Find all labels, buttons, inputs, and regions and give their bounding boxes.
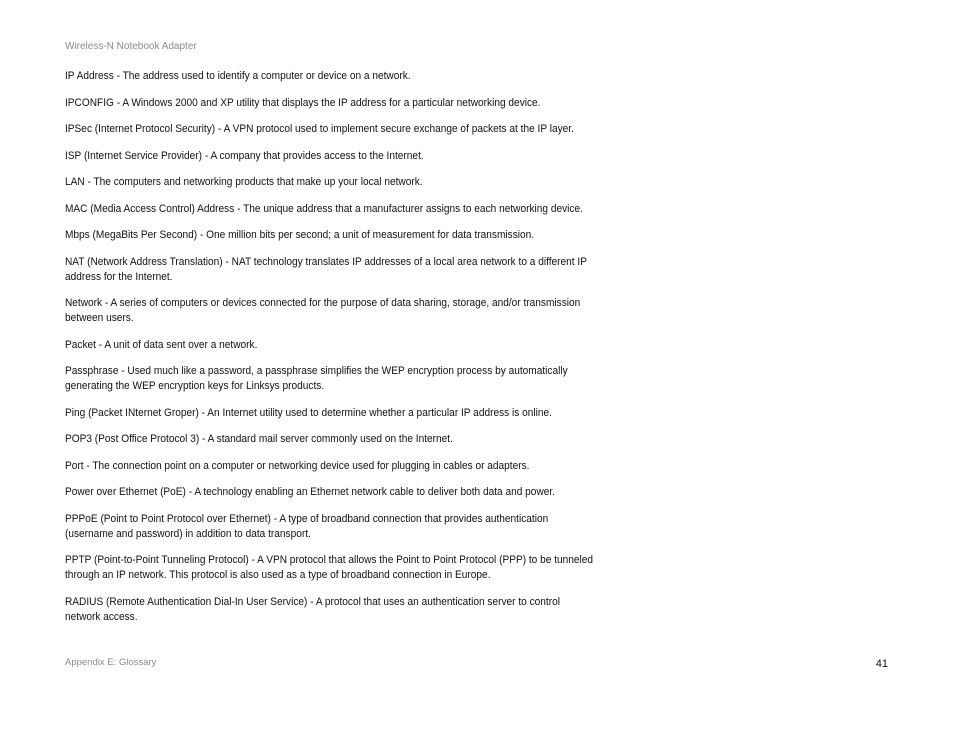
glossary-entry-ping: Ping (Packet INternet Groper) - An Internet utility used to determine whether a particular IP address is online. [65, 406, 552, 419]
glossary-entry-lan: LAN - The computers and networking products that make up your local network. [65, 176, 423, 188]
glossary-entry-pop3: POP3 (Post Office Protocol 3) - A standard mail server commonly used on the Internet. [65, 433, 453, 445]
glossary-entry-pppoe: PPPoE (Point to Point Protocol over Ethernet) - A type of broadband connection that provides authentication (username and password) in addition to data transport. [65, 512, 549, 540]
glossary-entry-isp: ISP (Internet Service Provider) - A company that provides access to the Internet. [65, 149, 424, 162]
glossary-entry-nat: NAT (Network Address Translation) - NAT technology translates IP addresses of a local area network to a different IP address for the Internet. [65, 255, 587, 283]
glossary-entry-mbps: Mbps (MegaBits Per Second) - One million bits per second; a unit of measurement for data transmission. [65, 229, 535, 241]
glossary-entry-port: Port - The connection point on a computer or networking device used for plugging in cables or adapters. [65, 459, 530, 472]
glossary-entry-radius: RADIUS (Remote Authentication Dial-In User Service) - A protocol that uses an authentication server to control network access. [65, 595, 561, 623]
page-number: 41 [875, 658, 888, 670]
glossary-entry-packet: Packet - A unit of data sent over a network. [65, 338, 258, 351]
glossary-entry-passphrase: Passphrase - Used much like a password, a passphrase simplifies the WEP encryption process by automatically generating the WEP encryption keys for Linksys products. [65, 365, 568, 392]
footer-section-title: Appendix E: Glossary [65, 657, 157, 668]
glossary-list [65, 69, 595, 636]
glossary-entry-mac-address: MAC (Media Access Control) Address - The unique address that a manufacturer assigns to each networking device. [65, 202, 583, 215]
glossary-entry-ipconfig: IPCONFIG - A Windows 2000 and XP utility that displays the IP address for a particular networking device. [65, 96, 541, 109]
page-header: Wireless-N Notebook Adapter [65, 41, 197, 52]
glossary-entry-ip-address: IP Address - The address used to identify a computer or device on a network. [65, 70, 411, 82]
glossary-entry-network: Network - A series of computers or devices connected for the purpose of data sharing, storage, and/or transmission between users. [65, 297, 581, 324]
glossary-entry-pptp: PPTP (Point-to-Point Tunneling Protocol) - A VPN protocol that allows the Point to Point Protocol (PPP) to be tunneled through an IP network. This protocol is also used as a type of broadband connection in Europe. [65, 554, 594, 581]
glossary-entry-ipsec: IPSec (Internet Protocol Security) - A VPN protocol used to implement secure exchange of packets at the IP layer. [65, 123, 574, 135]
glossary-entry-poe: Power over Ethernet (PoE) - A technology enabling an Ethernet network cable to deliver both data and power. [65, 486, 556, 498]
